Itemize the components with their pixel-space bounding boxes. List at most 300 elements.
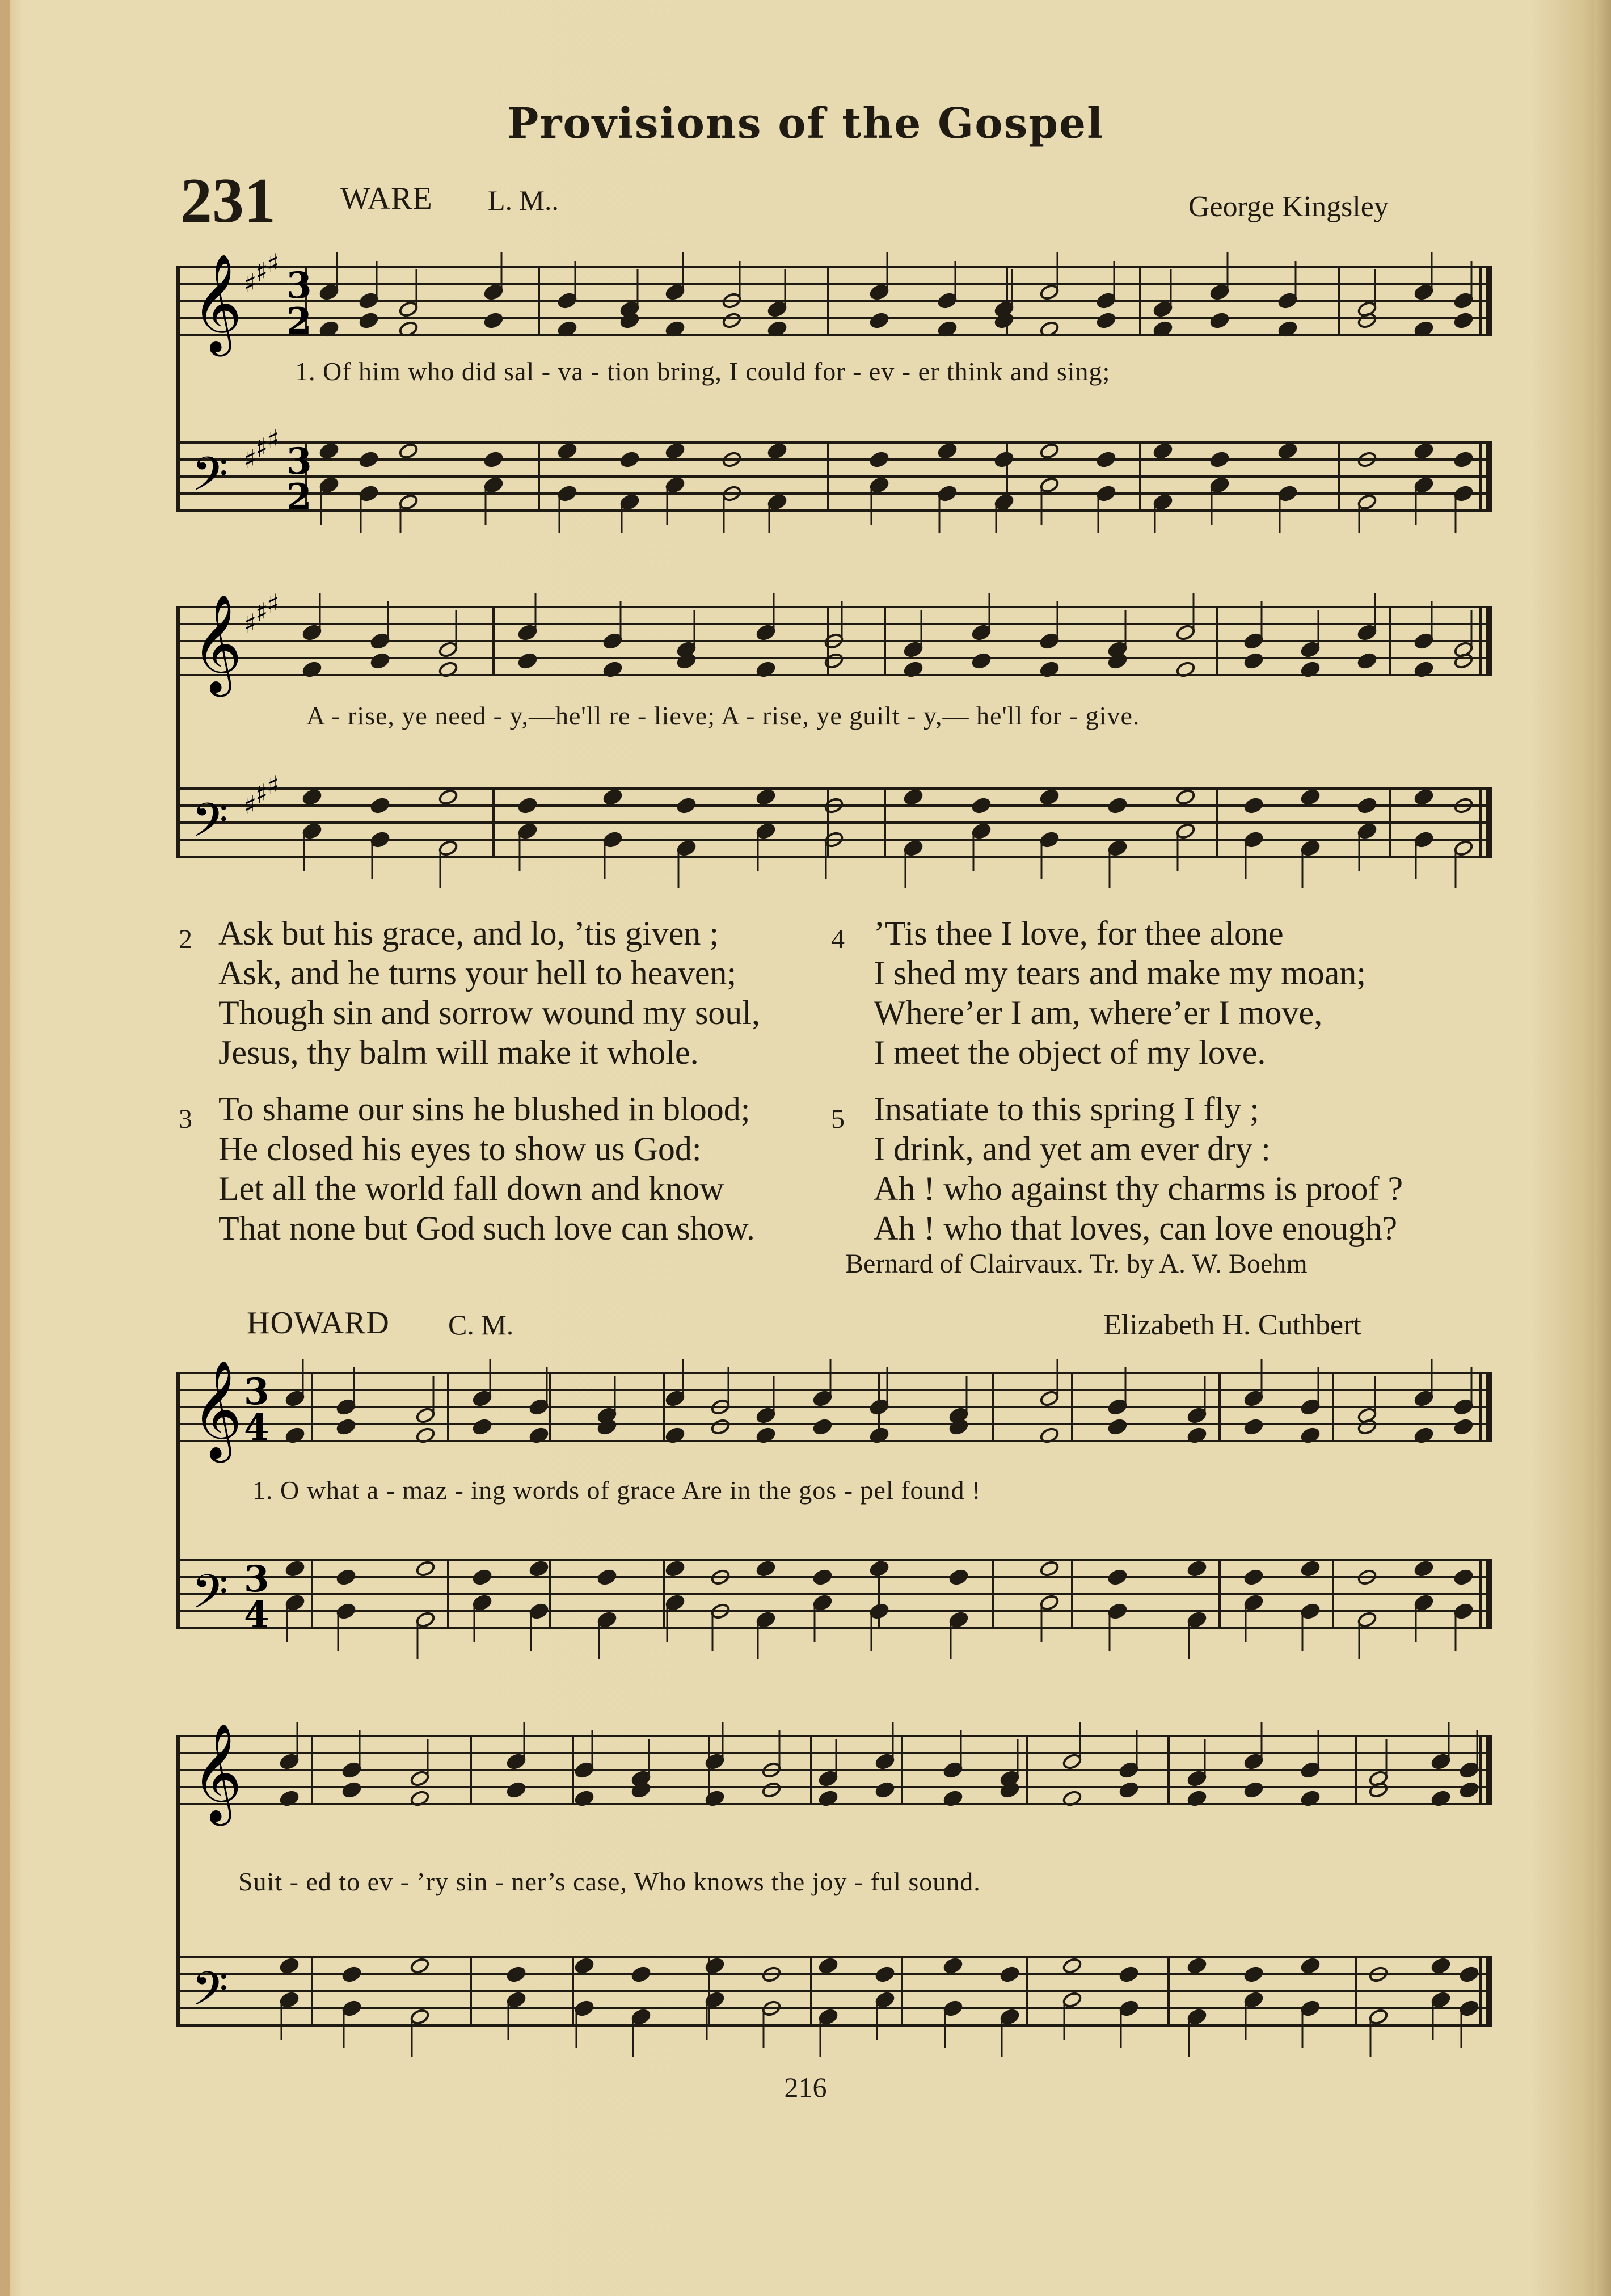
note-head	[1414, 633, 1434, 650]
note-head	[1243, 652, 1264, 670]
note-head	[410, 1957, 430, 1975]
note-head	[1000, 1966, 1020, 1983]
note-head	[438, 789, 458, 806]
note-head	[1243, 1966, 1264, 1983]
note-head	[1000, 2008, 1020, 2026]
note-head	[285, 1594, 305, 1612]
note-head	[937, 485, 958, 503]
note-head	[971, 823, 992, 840]
note-head	[517, 797, 538, 815]
note-head	[1062, 1753, 1082, 1771]
note-head	[676, 840, 697, 857]
note-head	[937, 443, 958, 460]
note-head	[1243, 1390, 1264, 1408]
note-head	[1368, 2008, 1389, 2026]
verse-line: ’Tis thee I love, for thee alone	[874, 915, 1284, 952]
lyrics-howard-line-1: 1. O what a - maz - ing words of grace Are in the gos - pel found !	[252, 1476, 981, 1505]
svg-text:♯: ♯	[244, 790, 257, 820]
note-head	[602, 633, 623, 650]
note-head	[370, 797, 390, 815]
note-head	[529, 1560, 549, 1578]
note-head	[1243, 1753, 1264, 1771]
bass-clef-icon: 𝄢	[192, 793, 229, 859]
note-head	[903, 641, 923, 659]
treble-staff	[176, 1373, 1492, 1441]
page-right-edge	[1594, 0, 1611, 2296]
note-head	[415, 1611, 436, 1629]
note-head	[1107, 1603, 1128, 1620]
verse-line: Ask but his grace, and lo, ’tis given ;	[218, 915, 719, 952]
note-head	[869, 312, 889, 330]
note-head	[767, 443, 787, 460]
note-head	[1431, 1753, 1451, 1771]
note-head	[472, 1594, 492, 1612]
note-head	[279, 1991, 300, 2009]
note-head	[1300, 1603, 1321, 1620]
note-head	[1209, 312, 1230, 330]
tune-name-howard: HOWARD	[247, 1305, 390, 1341]
note-head	[529, 1603, 549, 1620]
note-head	[506, 1991, 526, 2009]
note-head	[1300, 1957, 1321, 1975]
note-head	[1414, 477, 1434, 494]
note-head	[1119, 1966, 1139, 1983]
note-head	[336, 1418, 356, 1436]
tune-name-ware: WARE	[340, 181, 433, 216]
svg-text:♯: ♯	[267, 424, 280, 454]
note-head	[1453, 1569, 1474, 1586]
note-head	[705, 1753, 725, 1771]
note-head	[1039, 1594, 1060, 1612]
svg-text:♯: ♯	[244, 608, 257, 639]
note-head	[812, 1594, 833, 1612]
svg-text:♯: ♯	[244, 268, 257, 298]
note-head	[1277, 443, 1298, 460]
note-head	[1300, 1398, 1321, 1416]
time-sig-top: 3	[244, 1371, 269, 1413]
note-head	[665, 443, 685, 460]
verse-number: 3	[179, 1104, 192, 1134]
verse-line: I shed my tears and make my moan;	[874, 954, 1367, 992]
note-head	[1453, 312, 1474, 330]
note-head	[705, 1991, 725, 2009]
note-head	[943, 1762, 963, 1779]
note-head	[336, 1569, 356, 1586]
note-head	[824, 652, 844, 670]
note-head	[438, 641, 458, 659]
note-head	[1459, 1781, 1479, 1799]
note-head	[506, 1753, 526, 1771]
note-head	[812, 1569, 833, 1586]
note-head	[1414, 284, 1434, 301]
note-head	[279, 1753, 300, 1771]
note-head	[812, 1418, 833, 1436]
note-head	[1453, 485, 1474, 503]
note-head	[1243, 1569, 1264, 1586]
note-head	[1431, 1957, 1451, 1975]
note-head	[1431, 1991, 1451, 2009]
note-head	[756, 789, 776, 806]
note-head	[971, 797, 992, 815]
lyrics-ware-line-1: 1. Of him who did sal - va - tion bring, I could for - ev - er think and sing;	[295, 357, 1111, 386]
note-head	[398, 494, 419, 511]
note-head	[1039, 633, 1060, 650]
note-head	[341, 1762, 362, 1779]
note-head	[994, 451, 1014, 469]
note-head	[1187, 1957, 1207, 1975]
note-head	[631, 2008, 651, 2026]
note-head	[903, 840, 923, 857]
note-head	[1357, 797, 1377, 815]
note-head	[994, 494, 1014, 511]
note-head	[574, 1762, 594, 1779]
note-head	[1209, 451, 1230, 469]
time-sig-top: 3	[244, 1558, 269, 1600]
note-head	[341, 2000, 362, 2017]
note-head	[1459, 2000, 1479, 2017]
time-sig-top: 3	[286, 440, 312, 483]
note-head	[517, 823, 538, 840]
verse-line: Insatiate to this spring I fly ;	[874, 1090, 1259, 1128]
treble-clef-icon: 𝄞	[192, 1360, 242, 1459]
note-head	[1175, 789, 1196, 806]
note-head	[597, 1569, 617, 1586]
note-head	[1107, 1418, 1128, 1436]
note-head	[1119, 1762, 1139, 1779]
time-sig-top: 3	[286, 264, 312, 307]
note-head	[472, 1569, 492, 1586]
verse-line: Where’er I am, where’er I move,	[874, 994, 1323, 1031]
note-head	[574, 2000, 594, 2017]
note-head	[370, 831, 390, 849]
note-head	[1453, 451, 1474, 469]
note-head	[398, 443, 419, 460]
note-head	[1243, 831, 1264, 849]
note-head	[1459, 1966, 1479, 1983]
note-head	[1357, 494, 1377, 511]
note-head	[756, 823, 776, 840]
note-head	[1175, 823, 1196, 840]
svg-text:♯: ♯	[244, 444, 257, 474]
note-head	[557, 292, 577, 310]
note-head	[1243, 1781, 1264, 1799]
verse-line: I meet the object of my love.	[874, 1034, 1266, 1071]
svg-text:♯: ♯	[255, 432, 268, 463]
note-head	[818, 2008, 838, 2026]
note-head	[1300, 789, 1321, 806]
note-head	[1414, 1594, 1434, 1612]
time-sig-bottom: 2	[286, 476, 312, 519]
note-head	[619, 494, 640, 511]
note-head	[370, 652, 390, 670]
note-head	[302, 789, 322, 806]
svg-text:♯: ♯	[255, 256, 268, 287]
note-head	[1039, 477, 1060, 494]
time-sig-bottom: 4	[244, 1406, 269, 1449]
meter-howard: C. M.	[448, 1309, 514, 1341]
note-head	[483, 477, 504, 494]
time-sig-bottom: 4	[244, 1594, 269, 1636]
note-head	[1300, 1762, 1321, 1779]
score-ware-system-2	[176, 573, 1498, 891]
note-head	[597, 1611, 617, 1629]
note-head	[1175, 624, 1196, 642]
note-head	[1062, 1991, 1082, 2009]
note-head	[756, 1611, 776, 1629]
note-head	[756, 1560, 776, 1578]
note-head	[319, 443, 339, 460]
svg-text:♯: ♯	[267, 770, 280, 801]
note-head	[1414, 789, 1434, 806]
note-head	[1039, 284, 1060, 301]
verse-line: Jesus, thy balm will make it whole.	[218, 1034, 699, 1071]
note-head	[483, 284, 504, 301]
note-head	[1062, 1957, 1082, 1975]
treble-clef-icon: 𝄞	[192, 594, 242, 693]
note-head	[1187, 1611, 1207, 1629]
note-head	[948, 1569, 969, 1586]
meter-ware: L. M..	[488, 184, 559, 216]
note-head	[1300, 641, 1321, 659]
verse-number: 5	[831, 1104, 845, 1134]
note-head	[943, 2000, 963, 2017]
note-head	[319, 284, 339, 301]
verse-line: To shame our sins he blushed in blood;	[218, 1090, 750, 1128]
verse-line: Ah ! who against thy charms is proof ?	[874, 1170, 1403, 1207]
note-head	[602, 831, 623, 849]
note-head	[705, 1957, 725, 1975]
translator-attribution: Bernard of Clairvaux. Tr. by A. W. Boehm	[845, 1249, 1308, 1279]
section-title: Provisions of the Gospel	[507, 99, 1104, 148]
note-head	[472, 1418, 492, 1436]
note-head	[398, 301, 419, 318]
note-head	[410, 2008, 430, 2026]
treble-clef-icon: 𝄞	[192, 254, 242, 352]
note-head	[1187, 1770, 1207, 1788]
note-head	[415, 1560, 436, 1578]
note-head	[869, 1603, 889, 1620]
note-head	[1243, 633, 1264, 650]
treble-clef-icon: 𝄞	[192, 1723, 242, 1822]
note-head	[370, 633, 390, 650]
note-head	[359, 451, 379, 469]
note-head	[1153, 443, 1173, 460]
note-head	[722, 312, 742, 330]
note-head	[336, 1398, 356, 1416]
note-head	[1414, 831, 1434, 849]
note-head	[869, 1398, 889, 1416]
note-head	[557, 485, 577, 503]
note-head	[665, 477, 685, 494]
lyrics-howard-line-2: Suit - ed to ev - ’ry sin - ner’s case, Who knows the joy - ful sound.	[238, 1867, 981, 1896]
verse-line: I drink, and yet am ever dry :	[874, 1130, 1271, 1168]
note-head	[1357, 652, 1377, 670]
note-head	[812, 1390, 833, 1408]
svg-text:♯: ♯	[267, 588, 280, 619]
hymn-number: 231	[180, 166, 276, 236]
note-head	[1153, 494, 1173, 511]
note-head	[359, 292, 379, 310]
svg-text:♯: ♯	[255, 597, 268, 627]
note-head	[971, 652, 992, 670]
note-head	[869, 284, 889, 301]
note-head	[1209, 284, 1230, 301]
note-head	[359, 312, 379, 330]
note-head	[1119, 2000, 1139, 2017]
note-head	[1277, 292, 1298, 310]
composer-ware: George Kingsley	[1188, 191, 1389, 223]
note-head	[1277, 485, 1298, 503]
note-head	[1096, 312, 1116, 330]
note-head	[1453, 840, 1474, 857]
note-head	[875, 1966, 895, 1983]
note-head	[767, 494, 787, 511]
note-head	[1453, 1398, 1474, 1416]
note-head	[665, 284, 685, 301]
svg-text:♯: ♯	[267, 248, 280, 279]
bass-staff	[176, 1560, 1492, 1628]
note-head	[483, 451, 504, 469]
note-head	[285, 1390, 305, 1408]
note-head	[875, 1781, 895, 1799]
note-head	[438, 840, 458, 857]
note-head	[1453, 292, 1474, 310]
note-head	[875, 1753, 895, 1771]
note-head	[676, 797, 697, 815]
note-head	[1414, 1560, 1434, 1578]
verse-line: Ask, and he turns your hell to heaven;	[218, 954, 737, 992]
note-head	[574, 1957, 594, 1975]
note-head	[1107, 1569, 1128, 1586]
note-head	[1153, 301, 1173, 318]
note-head	[359, 485, 379, 503]
note-head	[517, 624, 538, 642]
note-head	[1300, 840, 1321, 857]
note-head	[1119, 1781, 1139, 1799]
note-head	[756, 1407, 776, 1425]
verse-number: 2	[179, 924, 192, 954]
verse-line: Though sin and sorrow wound my soul,	[218, 994, 760, 1031]
verse-line: Ah ! who that loves, can love enough?	[874, 1210, 1398, 1247]
note-head	[903, 789, 923, 806]
verse-line: That none but God such love can show.	[218, 1210, 755, 1247]
note-head	[302, 624, 322, 642]
note-head	[619, 451, 640, 469]
note-head	[1039, 789, 1060, 806]
note-head	[1187, 2008, 1207, 2026]
note-head	[602, 789, 623, 806]
lyrics-ware-line-2: A - rise, ye need - y,—he'll re - lieve; A - rise, ye guilt - y,— he'll for - give.	[306, 701, 1140, 730]
note-head	[1453, 1418, 1474, 1436]
note-head	[943, 1957, 963, 1975]
note-head	[1039, 1390, 1060, 1408]
note-head	[410, 1770, 430, 1788]
bass-clef-icon: 𝄢	[192, 1961, 229, 2028]
verse-line: He closed his eyes to show us God:	[218, 1130, 702, 1168]
note-head	[1039, 1560, 1060, 1578]
note-head	[517, 652, 538, 670]
note-head	[1107, 1398, 1128, 1416]
note-head	[1459, 1762, 1479, 1779]
note-head	[665, 1560, 685, 1578]
note-head	[1243, 1991, 1264, 2009]
note-head	[869, 451, 889, 469]
note-head	[319, 477, 339, 494]
note-head	[472, 1390, 492, 1408]
note-head	[279, 1957, 300, 1975]
note-head	[1300, 2000, 1321, 2017]
note-head	[336, 1603, 356, 1620]
note-head	[756, 624, 776, 642]
note-head	[1187, 1560, 1207, 1578]
note-head	[869, 1560, 889, 1578]
note-head	[557, 443, 577, 460]
note-head	[631, 1966, 651, 1983]
note-head	[1243, 797, 1264, 815]
time-sig-bottom: 2	[286, 300, 312, 343]
note-head	[1107, 840, 1128, 857]
note-head	[948, 1611, 969, 1629]
note-head	[1357, 624, 1377, 642]
page-left-edge	[0, 0, 10, 2296]
note-head	[665, 1594, 685, 1612]
note-head	[665, 1390, 685, 1408]
note-head	[1357, 823, 1377, 840]
note-head	[1453, 1603, 1474, 1620]
note-head	[1107, 797, 1128, 815]
bass-clef-icon: 𝄢	[192, 446, 229, 513]
composer-howard: Elizabeth H. Cuthbert	[1103, 1309, 1361, 1341]
note-head	[341, 1966, 362, 1983]
note-head	[1243, 1594, 1264, 1612]
note-head	[302, 823, 322, 840]
note-head	[1414, 1390, 1434, 1408]
note-head	[1414, 443, 1434, 460]
note-head	[506, 1781, 526, 1799]
note-head	[710, 1418, 731, 1436]
verse-line: Let all the world fall down and know	[218, 1170, 724, 1207]
note-head	[1187, 1407, 1207, 1425]
note-head	[285, 1560, 305, 1578]
note-head	[529, 1398, 549, 1416]
note-head	[937, 292, 958, 310]
note-head	[1209, 477, 1230, 494]
svg-text:♯: ♯	[255, 778, 268, 809]
note-head	[971, 624, 992, 642]
note-head	[1243, 1418, 1264, 1436]
note-head	[875, 1991, 895, 2009]
verse-number: 4	[831, 924, 845, 954]
note-head	[1096, 292, 1116, 310]
note-head	[1039, 443, 1060, 460]
note-head	[869, 477, 889, 494]
note-head	[341, 1781, 362, 1799]
note-head	[818, 1770, 838, 1788]
note-head	[1096, 451, 1116, 469]
page-number: 216	[784, 2071, 827, 2103]
note-head	[506, 1966, 526, 1983]
note-head	[1357, 1611, 1377, 1629]
note-head	[1300, 1560, 1321, 1578]
note-head	[818, 1957, 838, 1975]
note-head	[483, 312, 504, 330]
note-head	[1096, 485, 1116, 503]
bass-clef-icon: 𝄢	[192, 1564, 229, 1631]
note-head	[415, 1407, 436, 1425]
note-head	[1039, 831, 1060, 849]
note-head	[761, 1781, 782, 1799]
note-head	[767, 301, 787, 318]
